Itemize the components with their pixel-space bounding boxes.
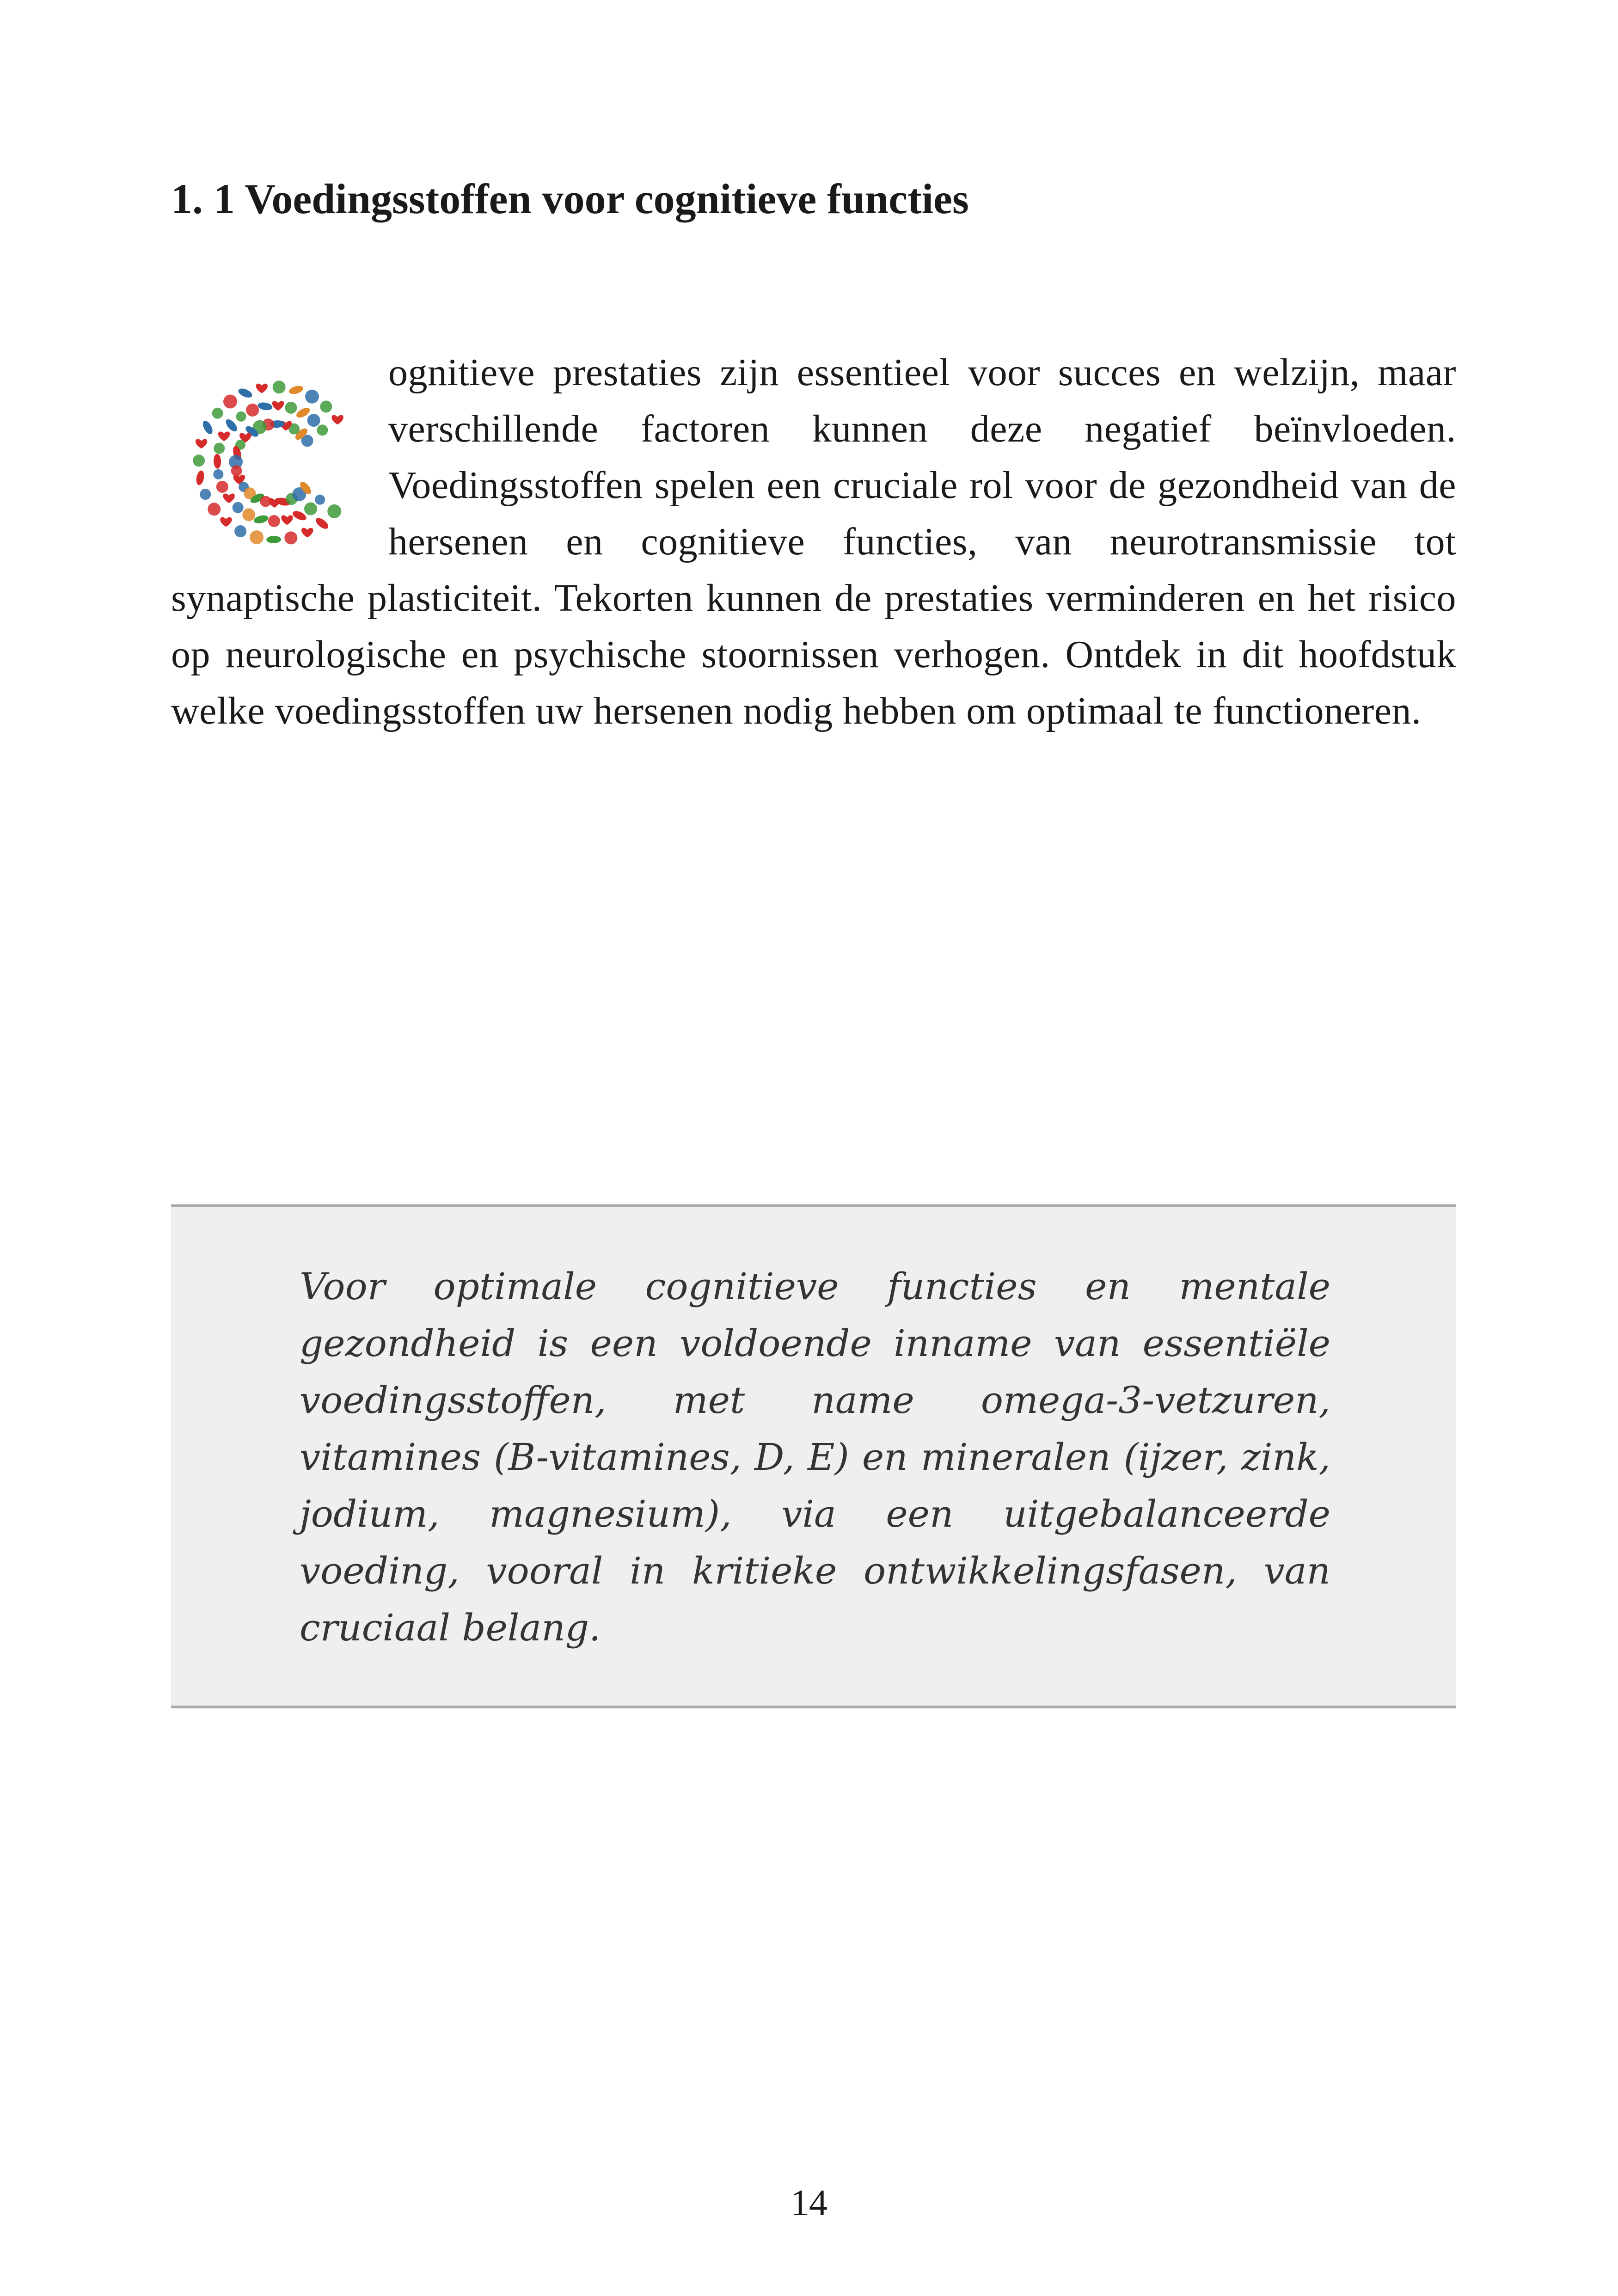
dropcap-motif (273, 381, 286, 393)
dropcap-motif (220, 517, 232, 527)
dropcap-motif (272, 401, 284, 411)
dropcap-motif (301, 528, 313, 538)
dropcap-motif (320, 400, 332, 412)
intro-text: ognitieve prestaties zijn essentieel voor succes en welzijn, maar verschillende factoren kunnen deze negatief beïnvloeden. Voedingsstoffen spelen een cruciale rol voor de gezondheid van de hersenen en cognitieve functies, van neurotransmissie tot synaptische plasticiteit. Tekorten kunnen de prestaties verminderen en het risico op neurologische en psychische stoornissen verhogen. Ontdek in dit hoofdstuk welke voedingsstoffen uw hersenen nodig hebben om optimaal te functioneren. (171, 351, 1456, 732)
dropcap-motif (246, 404, 259, 417)
dropcap-motif (214, 454, 221, 469)
dropcap-motif (233, 502, 244, 513)
dropcap-motif (242, 508, 255, 521)
page-number: 14 (791, 2183, 827, 2223)
dropcap-motif (214, 443, 225, 454)
decorated-letter-c-icon (171, 355, 370, 567)
dropcap-motif (268, 515, 280, 527)
dropcap-motif (196, 439, 207, 448)
dropcap-motif (231, 465, 242, 476)
dropcap-motif (327, 504, 341, 518)
dropcap-motif (213, 469, 223, 479)
dropcap-motif (236, 411, 246, 422)
dropcap-motif (237, 387, 254, 399)
dropcap-motif (253, 514, 269, 525)
dropcap-motif (218, 431, 230, 441)
dropcap-motif (224, 417, 239, 434)
dropcap-motif (305, 390, 319, 404)
dropcap-motif (304, 503, 317, 516)
dropcap-motif (257, 401, 273, 411)
dropcap-motif (317, 424, 328, 436)
dropcap-motif (234, 525, 246, 537)
dropcap-motif (212, 408, 223, 419)
dropcap-motif (216, 481, 228, 493)
callout-text: Voor optimale cognitieve functies en mentale gezondheid is een voldoende inname van essentiële voedingsstoffen, met name omega-3-vetzuren, vitamines (B-vitamines, D, E) en mineralen (ijzer, zink, jodium, magnesium), via een uitgebalanceerde voeding, vooral in kritieke ontwikkelingsfasen, van cruciaal belang. (300, 1265, 1330, 1649)
dropcap-motif (315, 495, 325, 505)
dropcap-motif (331, 415, 343, 424)
summary-callout (171, 1204, 1456, 1708)
dropcap-motif (201, 419, 215, 436)
dropcap-motif (208, 503, 221, 516)
dropcap-motif (266, 536, 281, 544)
dropcap-motif (285, 402, 297, 414)
dropcap-motif (281, 515, 293, 525)
dropcap-motif (223, 493, 234, 503)
dropcap-motif (288, 384, 304, 395)
dropcap-motif (314, 516, 330, 531)
intro-paragraph (171, 344, 1456, 739)
dropcap-motif (195, 470, 205, 485)
section-heading: 1. 1 Voedingsstoffen voor cognitieve functies (171, 175, 969, 222)
dropcap-motif (223, 395, 237, 409)
dropcap-motif (193, 454, 205, 467)
dropcap-motif (250, 530, 264, 544)
dropcap-motif (284, 531, 297, 544)
dropcap-motif (307, 414, 320, 427)
dropcap-motif (200, 489, 211, 500)
dropcap-motif (256, 384, 268, 393)
